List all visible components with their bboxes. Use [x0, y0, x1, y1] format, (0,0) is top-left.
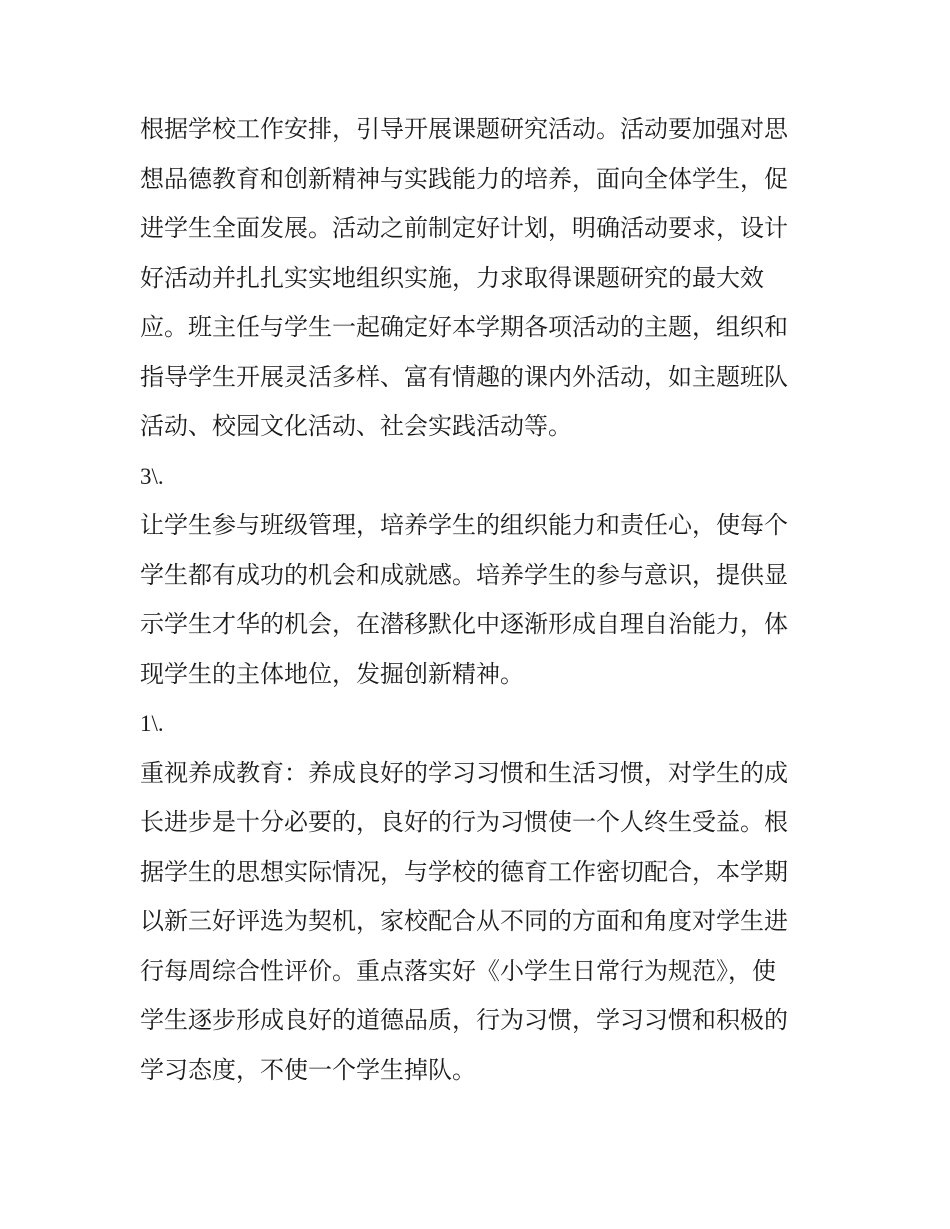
text-line: 应。班主任与学生一起确定好本学期各项活动的主题，组织和	[140, 313, 788, 341]
text-line: 学生逐步形成良好的道德品质，行为习惯，学习习惯和积极的	[140, 1006, 788, 1034]
text-line: 指导学生开展灵活多样、富有情趣的课内外活动，如主题班队	[140, 362, 788, 391]
text-line: 示学生才华的机会，在潜移默化中逐渐形成自理自治能力，体	[140, 610, 788, 638]
section-number: 3\.	[140, 463, 164, 489]
text-line: 以新三好评选为契机，家校配合从不同的方面和角度对学生进	[140, 907, 788, 935]
text-line: 现学生的主体地位，发掘创新精神。	[140, 659, 524, 688]
text-line: 长进步是十分必要的，良好的行为习惯使一个人终生受益。根	[140, 808, 788, 836]
document-body	[140, 105, 820, 1095]
text-line: 好活动并扎扎实实地组织实施，力求取得课题研究的最大效	[140, 263, 764, 292]
paragraph-habit-education	[140, 749, 820, 1096]
text-line: 进学生全面发展。活动之前制定好计划，明确活动要求，设计	[140, 214, 788, 242]
paragraph-class-management	[140, 501, 820, 699]
text-line: 据学生的思想实际情况，与学校的德育工作密切配合，本学期	[140, 857, 788, 886]
text-line: 想品德教育和创新精神与实践能力的培养，面向全体学生，促	[140, 164, 788, 193]
text-line: 重视养成教育：养成良好的学习习惯和生活习惯，对学生的成	[140, 758, 788, 787]
text-line: 学生都有成功的机会和成就感。培养学生的参与意识，提供显	[140, 560, 788, 589]
section-number: 1\.	[140, 711, 164, 736]
text-line: 活动、校园文化活动、社会实践活动等。	[140, 412, 572, 440]
text-line: 让学生参与班级管理，培养学生的组织能力和责任心，使每个	[140, 511, 788, 539]
text-line: 根据学校工作安排，引导开展课题研究活动。活动要加强对思	[140, 115, 788, 143]
text-line: 学习态度，不使一个学生掉队。	[140, 1055, 476, 1084]
paragraph-activities	[140, 105, 820, 452]
text-line: 行每周综合性评价。重点落实好《小学生日常行为规范》，使	[140, 956, 776, 985]
